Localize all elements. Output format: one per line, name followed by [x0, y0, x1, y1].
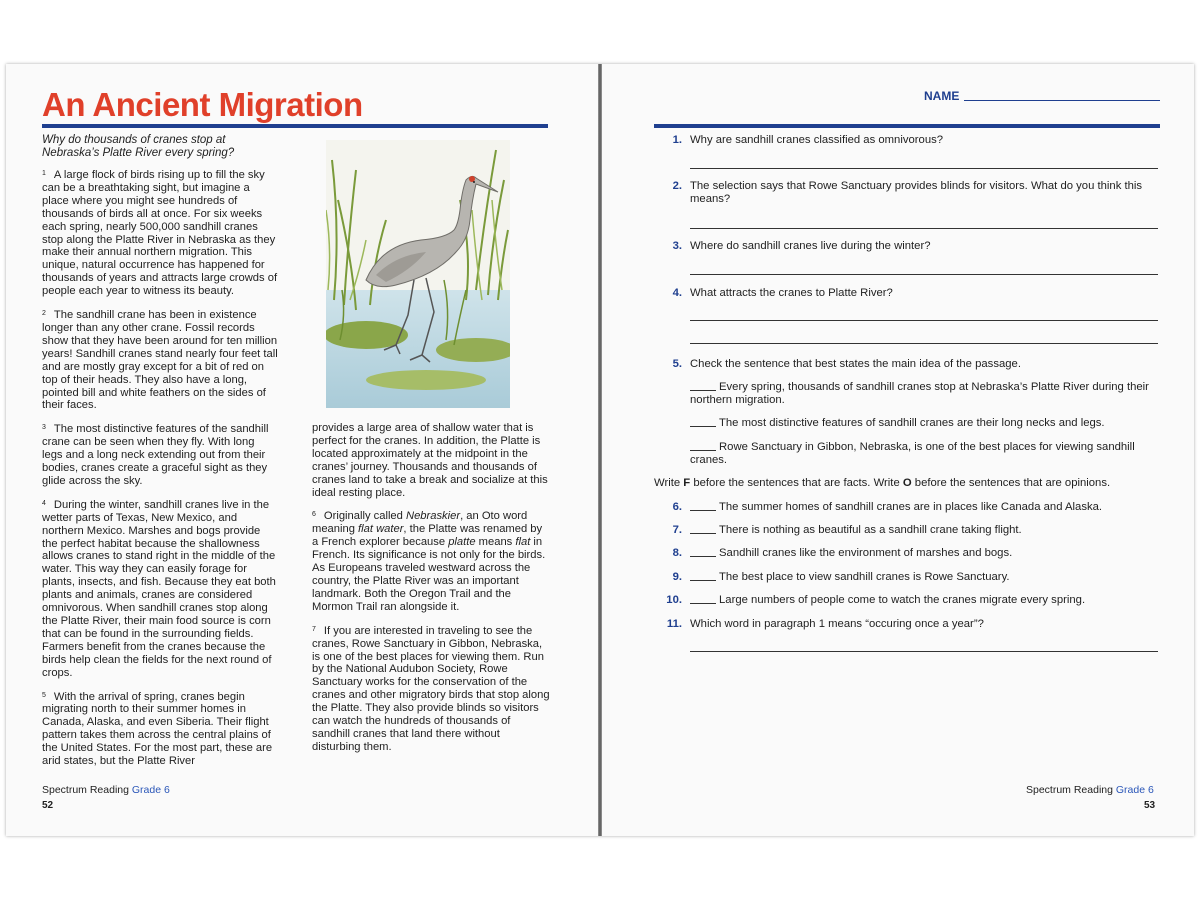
paragraph-5-continued: provides a large area of shallow water that is perfect for the cranes. In addition, the Platte is located approximately at the midpoint in the cranes’ journey. Thousands and thousands of cranes land to take a break and socialize at this ideal resting place.	[312, 422, 548, 499]
main-idea-option-1[interactable]: Every spring, thousands of sandhill cranes stop at Nebraska’s Platte River during their northern migration.	[690, 381, 1149, 406]
main-idea-option-2[interactable]: The most distinctive features of sandhill cranes are their long necks and legs.	[690, 417, 1160, 430]
footer-brand: Spectrum Reading Grade 6	[42, 784, 170, 796]
article-column-1	[42, 168, 278, 778]
paragraph-6: $^6$ Originally called Nebraskier, an Oto word meaning flat water, the Platte was renamed by a French explorer because platte means flat in French. Its significance is not only for the birds. As Europeans traveled westward across the country, the Platte River was an important landmark. Both the Oregon Trail and the Mormon Trail ran alongside it.	[312, 510, 546, 613]
answer-line[interactable]	[690, 320, 1158, 321]
check-blank	[690, 426, 716, 427]
name-label: NAME	[924, 89, 960, 103]
check-blank	[690, 450, 716, 451]
article-column-2	[312, 422, 550, 764]
paragraph-2: $^2$ The sandhill crane has been in existence longer than any other crane. Fossil records show that they have been around for ten million years! Sandhill cranes stand nearly four feet tall and are mostly gray except for a bit of red on top of their heads. They also have a long, pointed bill and white feathers on the sides of their faces.	[42, 309, 278, 412]
paragraph-7: $^7$ If you are interested in traveling to see the cranes, Rowe Sanctuary in Gibbon, Nebraska, is one of the best places for viewing them. Run by the National Audubon Society, Rowe Sanctuary works for the conservation of the cranes and other migratory birds that stop along the Platte. They also provide blinds so visitors can watch the hundreds of thousands of sandhill cranes that land there without disturbing them.	[312, 624, 550, 753]
footer-brand: Spectrum Reading Grade 6	[1026, 784, 1154, 796]
answer-line[interactable]	[690, 168, 1158, 169]
check-blank	[690, 390, 716, 391]
left-page	[6, 64, 598, 836]
answer-blank[interactable]	[690, 580, 716, 581]
answer-line[interactable]	[690, 228, 1158, 229]
page-number: 53	[1144, 800, 1156, 811]
page-title: An Ancient Migration	[42, 86, 363, 123]
paragraph-5: $^5$ With the arrival of spring, cranes begin migrating north to their summer homes in Canada, Alaska, and even Siberia. Their flight pattern takes them across the central plains of the United States. For the most part, these are arid states, but the Platte River	[42, 690, 273, 768]
answer-line[interactable]	[690, 274, 1158, 275]
answer-line[interactable]	[690, 343, 1158, 344]
answer-line[interactable]	[690, 651, 1158, 652]
right-page: NAME 1. Why are sandhill cranes classified as omnivorous? 2. The selection says that Rowe Sanctuary provides blinds for visitors. What do you think this means? 3. Where do sandhill cranes live during the winter? 4. What attracts the cranes to Platte River? 5. Check the sentence that best states the main idea of the passage. Every spring, thousands of sandhill cranes stop at Nebraska’s Platte River during their northern migration. The most distinctive features of sandhill cranes are their long necks and legs. Rowe Sanctuary in Gibbon, Nebraska, is one of the best places for viewing sandhill cranes. Write F before the sentences that are facts. Write O before the sentences that are opinions. 6. The summer homes of sandhill cranes are in places like Canada and Alaska. 7. There is nothing as beautiful as a sandhill crane taking flight. 8. Sandhill cranes like the environment of marshes and bogs. 9. The best place to view sandhill cranes is Rowe Sanctuary. 10. Large numbers of people come to watch the cranes migrate every spring. 11. Which word in paragraph 1 means “occuring once a year”? Spectrum Reading Grade 6 53	[602, 64, 1194, 836]
answer-blank[interactable]	[690, 533, 716, 534]
main-idea-option-3[interactable]: Rowe Sanctuary in Gibbon, Nebraska, is one of the best places for viewing sandhill cranes.	[690, 441, 1135, 466]
lead-question: Why do thousands of cranes stop at Nebraska’s Platte River every spring?	[42, 134, 235, 159]
paragraph-4: $^4$ During the winter, sandhill cranes live in the wetter parts of Texas, New Mexico, and northern Mexico. Marshes and bogs provide the perfect habitat because the shallowness allows cranes to stand right in the middle of the water. This way they can easily forage for plants, insects, and fish. Because they eat both plants and animals, cranes are considered omnivorous. When sandhill cranes stop along the Platte River, their main food source is corn that can be found in the surrounding fields. Farmers benefit from the cranes because the birds help clean the fields for the next round of crops.	[42, 498, 276, 679]
paragraph-3: $^3$ The most distinctive features of the sandhill crane can be seen when they fly. With long legs and a long neck extending out from their bodies, cranes create a graceful sight as they glide across the sky.	[42, 423, 269, 487]
name-field[interactable]	[964, 100, 1160, 101]
answer-blank[interactable]	[690, 510, 716, 511]
sandhill-crane-illustration	[326, 140, 510, 408]
answer-blank[interactable]	[690, 556, 716, 557]
header-rule	[654, 124, 1160, 128]
book-spread	[6, 64, 1194, 836]
answer-blank[interactable]	[690, 603, 716, 604]
title-rule	[42, 124, 548, 128]
fact-opinion-instruction: Write F before the sentences that are facts. Write O before the sentences that are opinions.	[654, 477, 1111, 489]
page-number: 52	[42, 800, 54, 811]
paragraph-1: $^1$ A large flock of birds rising up to fill the sky can be a breathtaking sight, but imagine a place where you might see hundreds of thousands of birds all at once. For six weeks each spring, nearly 500,000 sandhill cranes stop along the Platte River in Nebraska as they make their annual northern migration. This unique, natural occurrence has happened for thousands of years and attracts large crowds of people each year to witness its beauty.	[42, 169, 278, 298]
